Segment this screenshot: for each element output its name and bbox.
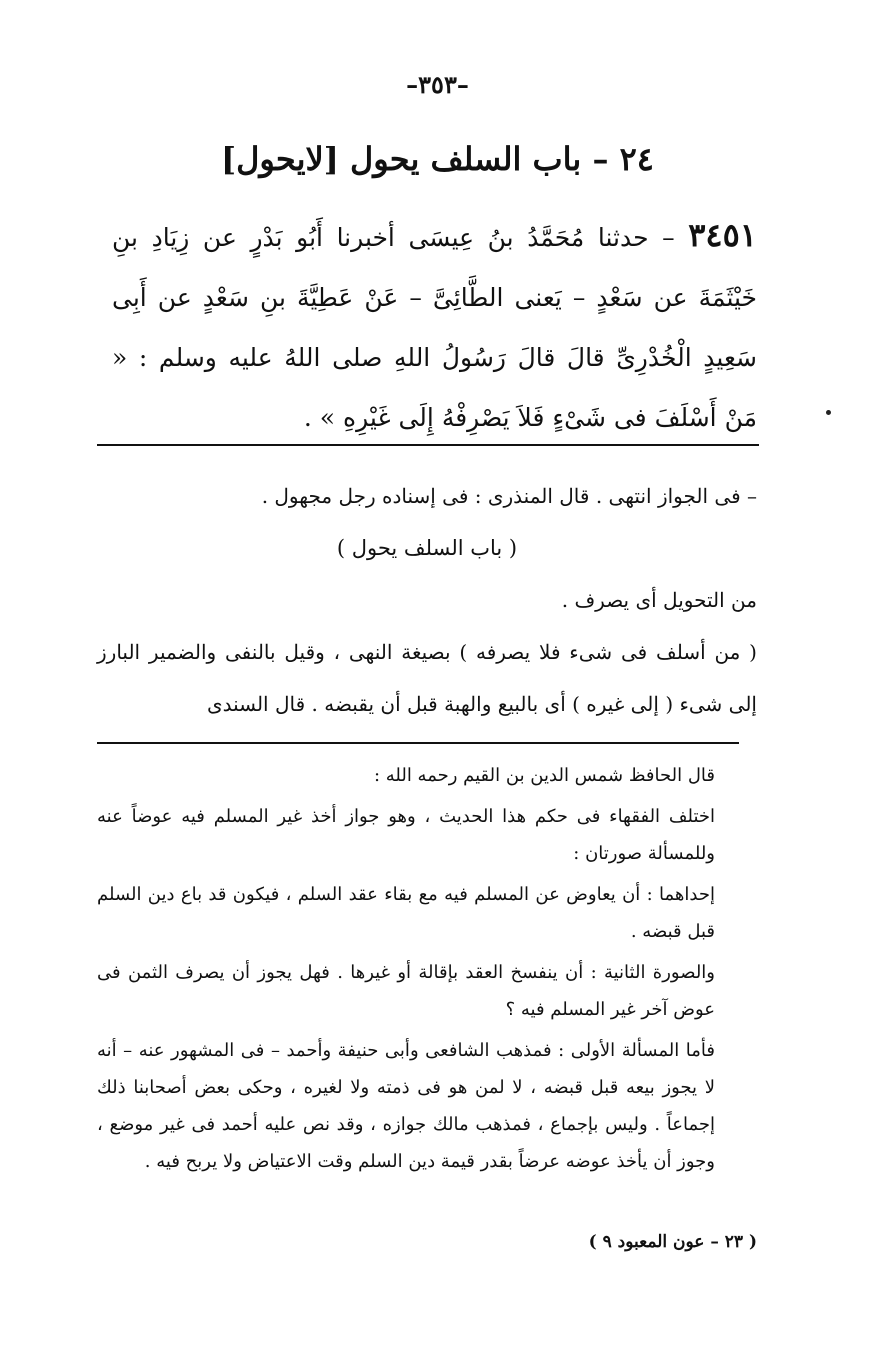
separator-rule bbox=[97, 444, 759, 446]
separator-rule bbox=[97, 742, 739, 744]
notes-intro: قال الحافظ شمس الدين بن القيم رحمه الله : bbox=[373, 765, 715, 786]
notes-paragraph: إحداهما : أن يعاوض عن المسلم فيه مع بقاء عقد السلم ، فيكون قد باع دين السلم قبل قبضه . bbox=[97, 884, 715, 942]
commentary-block bbox=[97, 470, 757, 730]
commentary-paragraph: ( من أسلف فى شىء فلا يصرفه ) بصيغة النهى ، وقيل بالنفى والضمير البارز إلى شىء ( إلى غيره ) أى بالبيع والهبة قبل أن يقبضه . قال السندى bbox=[97, 640, 757, 716]
hadith-block bbox=[112, 205, 757, 448]
notes-block bbox=[97, 757, 757, 1184]
notes-paragraph: فأما المسألة الأولى : فمذهب الشافعى وأبى حنيفة وأحمد – فى المشهور عنه – أنه لا يجوز بيعه قبل قبضه ، لا لمن هو فى ذمته ولا لغيره ، وحكى بعض أصحابنا ذلك إجماعاً . وليس بإجماع ، فمذهب مالك جوازه ، وقد نص عليه أحمد فى غير موضع ، وجوز أن يأخذ عوضه عرضاً بقدر قيمة دين السلم وقت الاعتياض ولا يربح فيه . bbox=[97, 1040, 716, 1172]
footer-signature: ( ٢٣ – عون المعبود ٩ ) bbox=[588, 1232, 757, 1252]
ink-speck bbox=[826, 410, 831, 415]
chapter-heading: ٢٤ – باب السلف يحول [لايحول] bbox=[221, 140, 654, 178]
commentary-line: – فى الجواز انتهى . قال المنذرى : فى إسناده رجل مجهول . bbox=[261, 484, 757, 508]
hadith-number: ٣٤٥١ bbox=[688, 216, 757, 254]
page-number: –٣٥٣– bbox=[406, 70, 469, 99]
notes-paragraph: والصورة الثانية : أن ينفسخ العقد بإقالة أو غيرها . فهل يجوز أن يصرف الثمن فى عوض آخر غير المسلم فيه ؟ bbox=[97, 962, 715, 1020]
hadith-text: – حدثنا مُحَمَّدُ بنُ عِيسَى أخبرنا أَبُو بَدْرٍ عن زِيَادِ بنِ خَيْثَمَةَ عن سَعْدٍ – يَعنى الطَّائِىَّ – عَنْ عَطِيَّةَ بنِ سَعْدٍ عن أَبِى سَعِيدٍ الْخُدْرِىِّ قالَ قالَ رَسُولُ اللهِ صلى اللهُ عليه وسلم : « مَنْ أَسْلَفَ فى شَىْءٍ فَلاَ يَصْرِفْهُ إِلَى غَيْرِهِ » . bbox=[112, 223, 757, 432]
commentary-heading: ( باب السلف يحول ) bbox=[336, 536, 518, 560]
notes-paragraph: اختلف الفقهاء فى حكم هذا الحديث ، وهو جواز أخذ غير المسلم فيه عوضاً عنه وللمسألة صورتان : bbox=[97, 806, 715, 864]
commentary-line: من التحويل أى يصرف . bbox=[561, 588, 757, 612]
